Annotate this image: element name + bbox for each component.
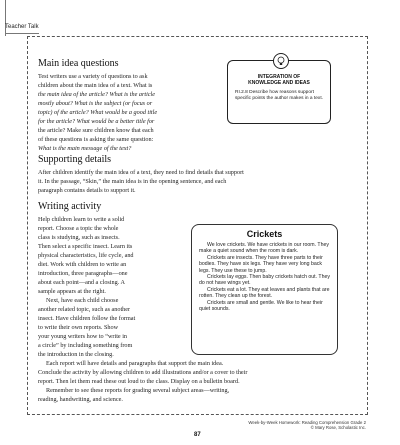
sample-report-paragraph: Crickets are insects. They have three parts to their bodies. They have six legs. They have very long back legs. They use these to jump. xyxy=(199,254,323,274)
writing-line: Then select a specific insect. Learn its xyxy=(38,243,133,250)
writing-line: Conclude the activity by allowing children to add illustrations and/or a cover to their xyxy=(38,369,248,376)
writing-line: report. Choose a topic the whole xyxy=(38,225,119,232)
supporting-line: paragraph contains details to support it. xyxy=(38,187,136,194)
writing-line: another related topic, such as another xyxy=(38,306,131,313)
footer-credit xyxy=(248,420,366,430)
supporting-line: it. In the passage, “Skin,” the main idea is in the opening sentence, and each xyxy=(38,178,227,185)
footer-credit-line: © Mary Rose, Scholastic Inc. xyxy=(310,425,366,430)
main-idea-line: topic) of the article? What would be a good title xyxy=(38,109,158,116)
section-heading-main-idea: Main idea questions xyxy=(38,58,119,69)
header-vertical-rule xyxy=(5,0,6,36)
standards-badge-icon xyxy=(273,53,289,69)
main-idea-line: What is the main message of the text? xyxy=(38,145,132,152)
writing-line: Each report will have details and paragraphs that support the main idea. xyxy=(46,360,224,367)
main-idea-line: of these questions is asking the same question: xyxy=(38,136,154,143)
writing-line: Help children learn to write a solid xyxy=(38,216,125,223)
writing-line: sample appears at the right. xyxy=(38,288,106,295)
sample-report-box xyxy=(191,224,338,355)
writing-line: Remember to see these reports for grading several subject areas—writing, xyxy=(46,387,230,394)
header-underline xyxy=(5,33,39,34)
writing-line: diet. Work with children to write an xyxy=(38,261,127,268)
writing-line: class is studying, such as insects. xyxy=(38,234,120,241)
writing-line: introduction, three paragraphs—one xyxy=(38,270,128,277)
sample-report-paragraph: Crickets lay eggs. Then baby crickets hatch out. They do not have wings yet. xyxy=(199,274,330,287)
main-idea-line: the article? Make sure children know that each xyxy=(38,127,154,134)
writing-line: about each point—and a closing. A xyxy=(38,279,125,286)
writing-line: your young writers how to “write in xyxy=(38,333,128,340)
sample-report-paragraph: Crickets are small and gentle. We like to hear their quiet sounds. xyxy=(199,299,323,313)
section-heading-supporting-details: Supporting details xyxy=(38,154,112,165)
main-idea-line: children about the main idea of a text. What is xyxy=(38,82,153,89)
sample-report-paragraph: Crickets eat a lot. They eat leaves and plants that are rotten. They clean up the forest. xyxy=(199,286,330,300)
page-number: 87 xyxy=(194,432,201,438)
writing-line: physical characteristics, life cycle, and xyxy=(38,252,134,259)
sample-report-body xyxy=(199,242,331,312)
section-heading-writing-activity: Writing activity xyxy=(38,201,102,212)
main-idea-paragraph xyxy=(38,72,228,153)
main-idea-line: the main idea of the article? What is the article xyxy=(38,91,156,98)
sample-report-title: Crickets xyxy=(246,229,283,239)
header-label: Teacher Talk xyxy=(5,24,39,30)
writing-activity-continued xyxy=(38,359,338,404)
writing-line: to write their own reports. Show xyxy=(38,324,119,331)
footer-credit-line: Week-by-Week Homework: Reading Comprehension Grade 2 xyxy=(248,420,366,425)
bulb-icon xyxy=(274,54,288,68)
writing-activity-paragraph xyxy=(38,215,188,359)
supporting-line: After children identify the main idea of a text, they need to find details that support xyxy=(38,169,244,176)
writing-line: Next, have each child choose xyxy=(46,297,119,304)
standards-box xyxy=(227,60,331,124)
main-idea-line: for the article? What would be a better title for xyxy=(38,118,155,125)
standards-title-line: INTEGRATION OF xyxy=(257,74,301,80)
standards-text: RI.2.8 Describe how reasons support specific points the author makes in a text. xyxy=(235,90,323,101)
supporting-details-paragraph xyxy=(38,168,338,195)
writing-line: the introduction in the closing. xyxy=(38,351,114,358)
standards-title-line: KNOWLEDGE AND IDEAS xyxy=(248,80,310,86)
writing-line: reading, handwriting, and science. xyxy=(38,396,123,403)
writing-line: insect. Have children follow the format xyxy=(38,315,136,322)
sample-report-paragraph: We love crickets. We have crickets in our room. They make a quiet sound when the room is dark. xyxy=(199,242,329,255)
standards-title xyxy=(228,74,330,86)
main-idea-line: Test writers use a variety of questions to ask xyxy=(38,73,148,80)
writing-line: a circle” by including something from xyxy=(38,342,133,349)
writing-line: report. Then let them read these out loud to the class. Display on a bulletin board. xyxy=(38,378,240,385)
main-idea-line: mostly about? What is the subject (or focus or xyxy=(38,100,153,107)
